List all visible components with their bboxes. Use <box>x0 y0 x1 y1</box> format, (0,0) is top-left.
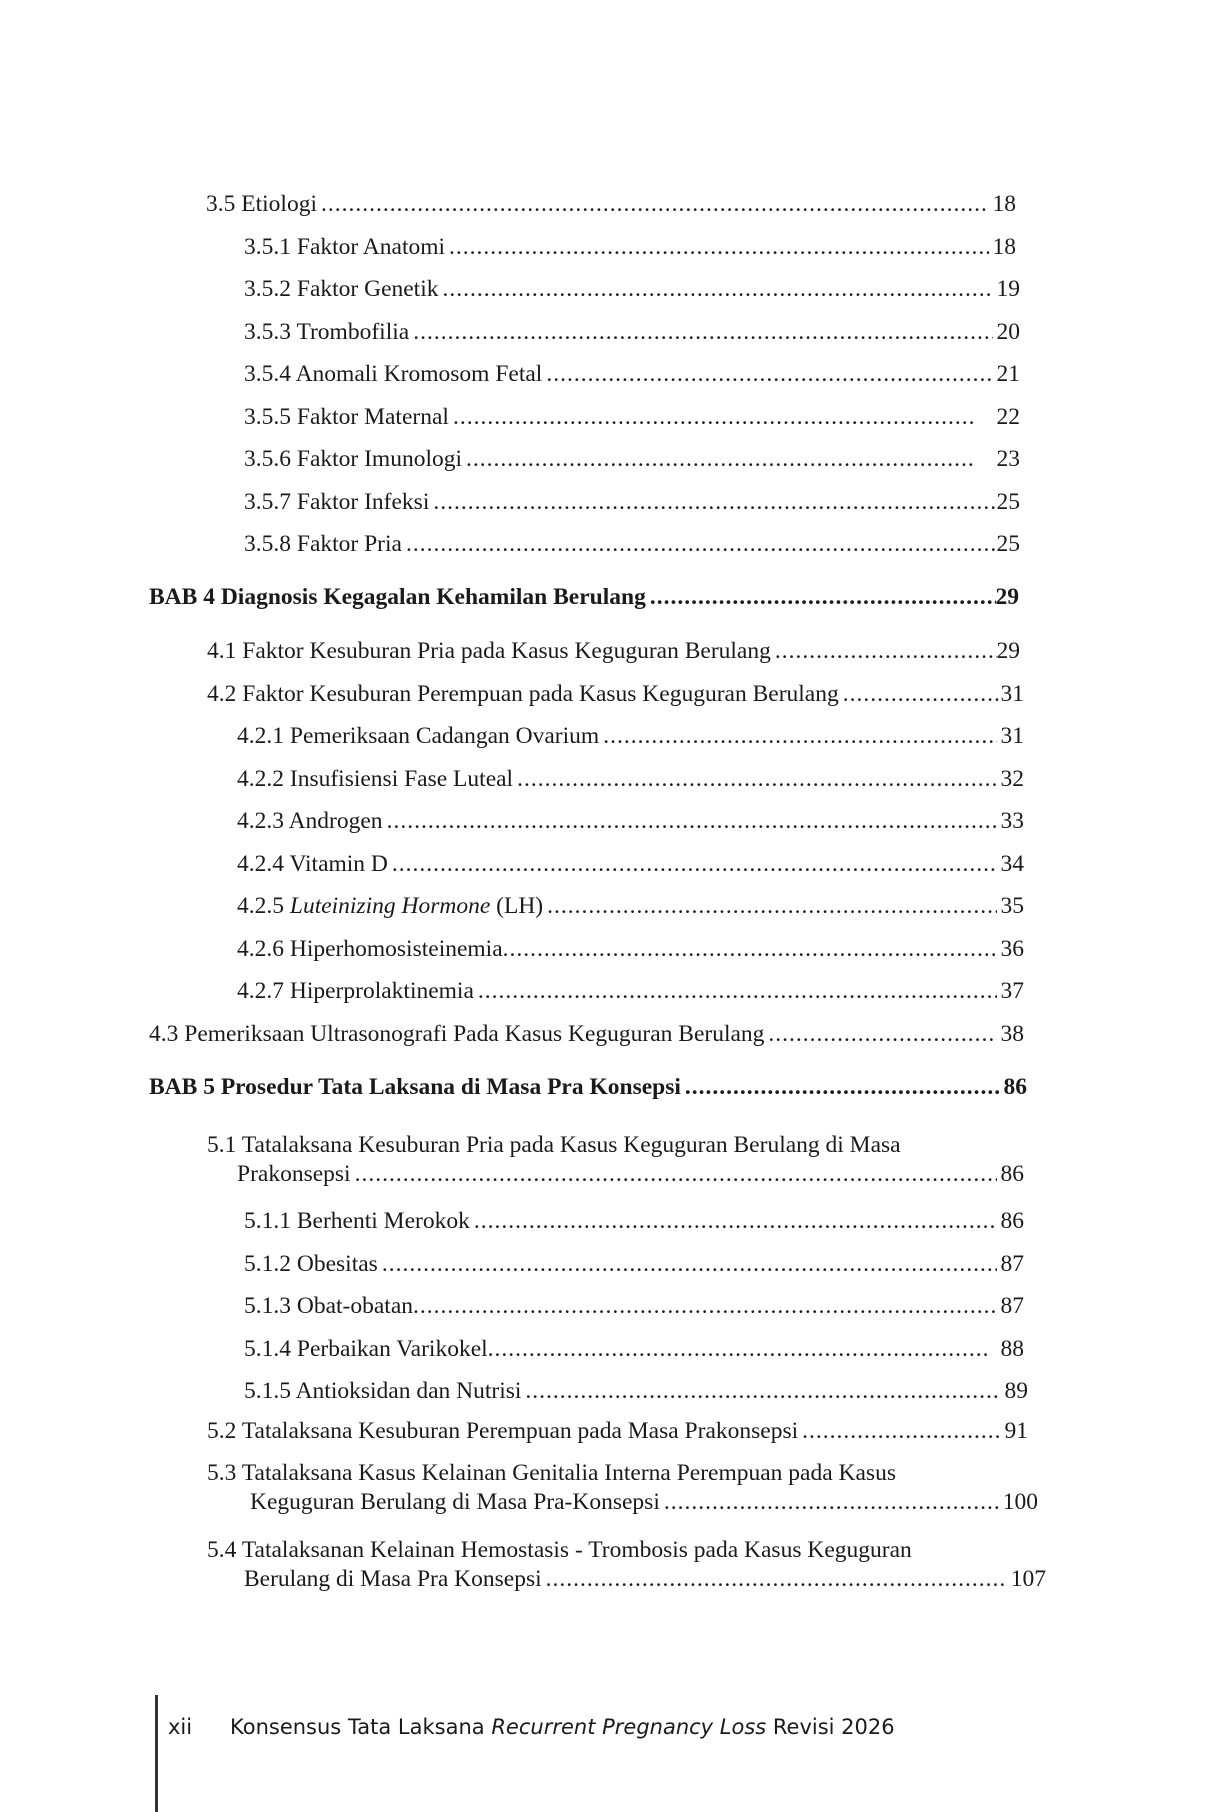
toc-entry-label: 5.1 Tatalaksana Kesuburan Pria pada Kasus Keguguran Berulang di Masa <box>207 1132 901 1158</box>
toc-entry-label: 3.5.7 Faktor Infeksi <box>244 489 430 515</box>
toc-leader <box>355 1159 997 1189</box>
toc-entry-page: 91 <box>1004 1418 1028 1444</box>
toc-entry-label: Berulang di Masa Pra Konsepsi <box>244 1566 542 1592</box>
toc-entry-number: 4.2.5 <box>237 893 284 919</box>
toc-entry-label: 3.5.2 Faktor Genetik <box>244 276 439 302</box>
toc-entry-label: 4.2.6 Hiperhomosisteinemia <box>237 936 503 962</box>
toc-leader <box>387 806 997 836</box>
toc-leader <box>547 891 996 921</box>
toc-entry-label: 4.2 Faktor Kesuburan Perempuan pada Kasus Keguguran Berulang <box>207 681 839 707</box>
toc-leader <box>525 1376 1000 1406</box>
toc-entry <box>244 444 1020 474</box>
toc-entry-page: 87 <box>1000 1251 1024 1277</box>
toc-entry <box>149 1019 1024 1049</box>
toc-entry <box>244 232 1016 262</box>
toc-leader <box>449 232 988 262</box>
toc-entry-page: 37 <box>1000 978 1024 1004</box>
toc-entry-page: 36 <box>1000 936 1024 962</box>
toc-entry <box>244 317 1020 347</box>
toc-chapter-label: BAB 4 Diagnosis Kegagalan Kehamilan Berulang <box>149 584 646 610</box>
toc-entry-label: 4.2.2 Insufisiensi Fase Luteal <box>237 766 514 792</box>
toc-entry-page: 35 <box>1000 893 1024 919</box>
toc-entry <box>244 1334 1024 1364</box>
toc-chapter-page: 86 <box>1003 1074 1027 1100</box>
toc-entry <box>237 764 1024 794</box>
toc-entry-line1 <box>207 1535 912 1565</box>
toc-entry-page: 25 <box>996 489 1020 515</box>
toc-leader <box>843 679 1001 709</box>
toc-leader <box>685 1072 1000 1102</box>
toc-entry-label: 5.3 Tatalaksana Kasus Kelainan Genitalia Interna Perempuan pada Kasus <box>207 1460 896 1486</box>
toc-entry-label: 3.5.3 Trombofilia <box>244 319 410 345</box>
toc-entry-page: 107 <box>1010 1566 1046 1592</box>
toc-leader <box>466 444 974 474</box>
toc-entry-label: Prakonsepsi <box>237 1161 351 1187</box>
toc-entry-page: 23 <box>996 446 1020 472</box>
toc-leader <box>768 1019 996 1049</box>
toc-leader <box>406 529 997 559</box>
toc-entry-label: 4.2.3 Androgen <box>237 808 383 834</box>
toc-entry <box>244 529 1020 559</box>
toc-entry-label: 3.5.1 Faktor Anatomi <box>244 234 446 260</box>
toc-entry-page: 32 <box>1000 766 1024 792</box>
toc-entry-label <box>237 891 543 921</box>
toc-leader <box>546 1564 1007 1594</box>
toc-entry-page: 18 <box>992 191 1016 217</box>
toc-entry-page: 86 <box>1000 1208 1024 1234</box>
toc-chapter <box>149 1072 1027 1102</box>
toc-leader <box>546 359 992 389</box>
toc-entry <box>237 934 1024 964</box>
toc-chapter-page: 29 <box>995 584 1019 610</box>
footer-rule <box>155 1695 158 1812</box>
toc-entry <box>206 189 1016 219</box>
toc-entry-page: 20 <box>996 319 1020 345</box>
toc-entry <box>244 1291 1024 1321</box>
toc-entry-label: 4.1 Faktor Kesuburan Pria pada Kasus Keguguran Berulang <box>207 638 771 664</box>
footer-page-number: xii <box>168 1715 193 1739</box>
toc-leader <box>478 976 997 1006</box>
toc-entry <box>237 721 1024 751</box>
toc-leader <box>488 1334 991 1364</box>
toc-leader <box>503 934 997 964</box>
toc-entry <box>244 1376 1028 1406</box>
toc-entry-line1 <box>207 1130 901 1160</box>
toc-leader <box>433 487 996 517</box>
toc-entry-page: 89 <box>1004 1378 1028 1404</box>
toc-entry-page: 25 <box>996 531 1020 557</box>
toc-entry-label: 3.5 Etiologi <box>206 191 317 217</box>
toc-entry-label: Keguguran Berulang di Masa Pra-Konsepsi <box>250 1489 660 1515</box>
toc-leader <box>603 721 996 751</box>
toc-entry-page: 34 <box>1000 851 1024 877</box>
toc-entry-page: 38 <box>1000 1021 1024 1047</box>
toc-entry-page: 22 <box>996 404 1020 430</box>
toc-entry-label: 5.1.1 Berhenti Merokok <box>244 1208 470 1234</box>
toc-entry-label: 5.1.3 Obat-obatan <box>244 1293 414 1319</box>
footer-title-post: Revisi 2026 <box>772 1715 895 1739</box>
toc-entry-page: 88 <box>1000 1336 1024 1362</box>
toc-entry-label: 4.3 Pemeriksaan Ultrasonografi Pada Kasus Keguguran Berulang <box>149 1021 765 1047</box>
toc-entry-line2 <box>250 1487 1038 1517</box>
toc-entry-italic: Luteinizing Hormone <box>289 893 491 919</box>
toc-leader <box>413 1291 996 1321</box>
toc-entry-label: 3.5.6 Faktor Imunologi <box>244 446 463 472</box>
toc-entry-page: 87 <box>1000 1293 1024 1319</box>
toc-entry-page: 31 <box>1000 681 1024 707</box>
toc-entry-page: 21 <box>996 361 1020 387</box>
footer-title <box>230 1715 895 1739</box>
toc-entry-label: 5.1.5 Antioksidan dan Nutrisi <box>244 1378 522 1404</box>
toc-entry-label: 5.2 Tatalaksana Kesuburan Perempuan pada Masa Prakonsepsi <box>207 1418 799 1444</box>
toc-entry-page: 31 <box>1000 723 1024 749</box>
toc-entry-line1 <box>207 1458 896 1488</box>
toc-entry <box>237 849 1024 879</box>
toc-entry <box>207 1416 1028 1446</box>
toc-leader <box>517 764 996 794</box>
toc-entry <box>244 1206 1024 1236</box>
toc-entry-label: 3.5.5 Faktor Maternal <box>244 404 449 430</box>
toc-chapter-label: BAB 5 Prosedur Tata Laksana di Masa Pra Konsepsi <box>149 1074 681 1100</box>
toc-entry <box>237 976 1024 1006</box>
toc-entry-label: 3.5.8 Faktor Pria <box>244 531 402 557</box>
toc-leader <box>382 1249 997 1279</box>
toc-entry-page: 86 <box>1000 1161 1024 1187</box>
toc-entry-label: 4.2.7 Hiperprolaktinemia <box>237 978 474 1004</box>
toc-entry-label: 5.1.2 Obesitas <box>244 1251 378 1277</box>
toc-entry-line2 <box>244 1564 1046 1594</box>
toc-leader <box>321 189 989 219</box>
toc-entry-line2 <box>237 1159 1024 1189</box>
toc-leader <box>413 317 992 347</box>
footer-title-pre: Konsensus Tata Laksana <box>230 1715 485 1739</box>
toc-leader <box>775 636 997 666</box>
toc-leader <box>474 1206 997 1236</box>
toc-entry-page: 29 <box>996 638 1020 664</box>
toc-entry-label: 4.2.1 Pemeriksaan Cadangan Ovarium <box>237 723 600 749</box>
toc-leader <box>650 582 996 612</box>
footer-title-italic: Recurrent Pregnancy Loss <box>491 1715 767 1739</box>
toc-entry-label: 4.2.4 Vitamin D <box>237 851 388 877</box>
toc-entry <box>244 402 1020 432</box>
toc-entry-label: 5.4 Tatalaksanan Kelainan Hemostasis - Trombosis pada Kasus Keguguran <box>207 1537 912 1563</box>
toc-entry <box>244 274 1020 304</box>
toc-entry <box>237 806 1024 836</box>
toc-entry-page: 18 <box>992 234 1016 260</box>
toc-entry-label: 3.5.4 Anomali Kromosom Fetal <box>244 361 543 387</box>
toc-entry <box>244 359 1020 389</box>
toc-leader <box>802 1416 1000 1446</box>
toc-entry-label: 5.1.4 Perbaikan Varikokel <box>244 1336 488 1362</box>
toc-entry-page: 33 <box>1000 808 1024 834</box>
toc-leader <box>453 402 975 432</box>
toc-entry-page: 100 <box>1002 1489 1038 1515</box>
toc-entry <box>207 636 1020 666</box>
toc-entry-page: 19 <box>996 276 1020 302</box>
toc-entry <box>237 891 1024 921</box>
toc-entry-suffix: (LH) <box>496 893 544 919</box>
toc-leader <box>443 274 993 304</box>
toc-chapter <box>149 582 1019 612</box>
toc-entry <box>207 679 1024 709</box>
toc-entry <box>244 487 1020 517</box>
toc-leader <box>664 1487 999 1517</box>
toc-entry <box>244 1249 1024 1279</box>
toc-leader <box>392 849 997 879</box>
